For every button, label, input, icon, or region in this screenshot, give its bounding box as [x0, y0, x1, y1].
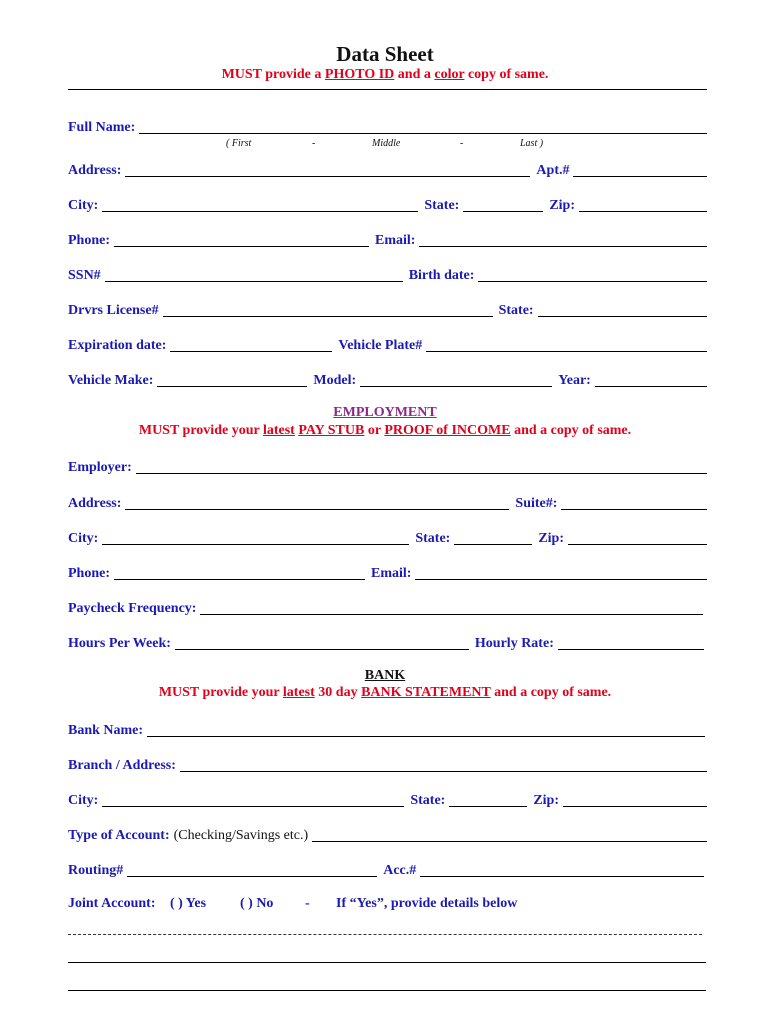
hours-field[interactable]: [175, 635, 469, 650]
notice-text: and a copy of same.: [510, 423, 632, 438]
make-field[interactable]: [157, 372, 307, 387]
notice-emphasis: latest: [282, 685, 315, 700]
expiration-row: [68, 334, 707, 354]
city-field[interactable]: [102, 197, 418, 212]
employer-city-row: [68, 527, 707, 547]
year-label: Year:: [558, 373, 591, 388]
name-sub-dash: -: [460, 138, 464, 149]
bank-name-field[interactable]: [147, 722, 705, 737]
notice-text: copy of same.: [464, 67, 549, 82]
bank-state-field[interactable]: [449, 792, 527, 807]
details-line-3[interactable]: [68, 990, 706, 991]
apt-label: Apt.#: [536, 163, 570, 178]
hourly-rate-field[interactable]: [558, 635, 704, 650]
license-label: Drvrs License#: [68, 303, 159, 318]
photo-id-notice: [0, 67, 770, 83]
details-line-1[interactable]: [68, 934, 702, 935]
employer-field[interactable]: [136, 459, 707, 474]
name-sub-last: Last ): [520, 138, 544, 149]
license-row: [68, 299, 707, 319]
notice-emphasis: PHOTO ID: [324, 67, 395, 82]
apt-field[interactable]: [573, 162, 707, 177]
employment-notice: [0, 423, 770, 439]
address-row: [68, 159, 707, 179]
bank-zip-field[interactable]: [563, 792, 707, 807]
model-label: Model:: [313, 373, 357, 388]
birth-date-label: Birth date:: [408, 268, 475, 283]
state-field[interactable]: [463, 197, 543, 212]
zip-field[interactable]: [579, 197, 707, 212]
bank-name-row: [68, 719, 705, 739]
employer-address-row: [68, 492, 707, 512]
paycheck-frequency-row: [68, 597, 703, 617]
account-type-label: Type of Account:: [68, 828, 170, 843]
joint-if-yes-text: If “Yes”, provide details below: [336, 896, 518, 911]
full-name-row: [68, 116, 707, 136]
expiration-label: Expiration date:: [68, 338, 167, 353]
name-sub-first: ( First: [226, 138, 252, 149]
bank-name-label: Bank Name:: [68, 723, 144, 738]
model-field[interactable]: [360, 372, 552, 387]
email-label: Email:: [375, 233, 416, 248]
bank-notice: [0, 685, 770, 701]
account-type-hint: (Checking/Savings etc.): [173, 828, 309, 843]
employer-state-field[interactable]: [454, 530, 532, 545]
employer-email-label: Email:: [371, 566, 412, 581]
acc-field[interactable]: [420, 862, 704, 877]
employer-address-field[interactable]: [125, 495, 509, 510]
city-row: [68, 194, 707, 214]
notice-text: MUST provide your: [138, 423, 263, 438]
paycheck-frequency-field[interactable]: [200, 600, 703, 615]
notice-emphasis: BANK STATEMENT: [361, 685, 491, 700]
birth-date-field[interactable]: [478, 267, 707, 282]
name-sub-dash: -: [312, 138, 316, 149]
routing-field[interactable]: [127, 862, 377, 877]
plate-label: Vehicle Plate#: [338, 338, 423, 353]
ssn-row: [68, 264, 707, 284]
bank-city-label: City:: [68, 793, 99, 808]
details-line-2[interactable]: [68, 962, 706, 963]
routing-row: [68, 859, 704, 879]
notice-text: and a: [394, 67, 435, 82]
plate-field[interactable]: [426, 337, 707, 352]
license-field[interactable]: [163, 302, 493, 317]
bank-heading: BANK: [364, 668, 406, 683]
bank-state-label: State:: [410, 793, 446, 808]
phone-field[interactable]: [114, 232, 369, 247]
employer-zip-label: Zip:: [538, 531, 565, 546]
employer-zip-field[interactable]: [568, 530, 707, 545]
full-name-label: Full Name:: [68, 120, 136, 135]
employer-email-field[interactable]: [415, 565, 707, 580]
license-state-label: State:: [498, 303, 534, 318]
account-type-row: [68, 824, 707, 844]
routing-label: Routing#: [68, 863, 124, 878]
zip-label: Zip:: [549, 198, 576, 213]
notice-text: 30 day: [314, 685, 362, 700]
year-field[interactable]: [595, 372, 707, 387]
expiration-field[interactable]: [170, 337, 332, 352]
employer-phone-field[interactable]: [114, 565, 365, 580]
bank-city-field[interactable]: [102, 792, 404, 807]
employer-phone-row: [68, 562, 707, 582]
joint-no-option[interactable]: ( ) No: [240, 896, 274, 911]
account-type-field[interactable]: [312, 827, 707, 842]
name-sub-middle: Middle: [372, 138, 401, 149]
state-label: State:: [424, 198, 460, 213]
notice-emphasis: color: [434, 67, 465, 82]
address-field[interactable]: [125, 162, 530, 177]
employer-phone-label: Phone:: [68, 566, 110, 581]
employer-label: Employer:: [68, 460, 132, 475]
ssn-label: SSN#: [68, 268, 101, 283]
ssn-field[interactable]: [105, 267, 403, 282]
phone-row: [68, 229, 707, 249]
notice-text: MUST provide a: [221, 67, 325, 82]
notice-text: MUST provide your: [158, 685, 283, 700]
license-state-field[interactable]: [538, 302, 707, 317]
suite-field[interactable]: [561, 495, 707, 510]
employer-city-field[interactable]: [102, 530, 409, 545]
bank-city-row: [68, 789, 707, 809]
page-title: Data Sheet: [336, 42, 434, 66]
header-divider: [68, 89, 707, 90]
branch-field[interactable]: [180, 757, 707, 772]
employer-state-label: State:: [415, 531, 451, 546]
joint-dash: -: [305, 896, 310, 911]
hours-row: [68, 632, 704, 652]
notice-emphasis: latest: [262, 423, 295, 438]
bank-zip-label: Zip:: [533, 793, 560, 808]
branch-label: Branch / Address:: [68, 758, 176, 773]
employer-city-label: City:: [68, 531, 99, 546]
phone-label: Phone:: [68, 233, 110, 248]
address-label: Address:: [68, 163, 122, 178]
hourly-rate-label: Hourly Rate:: [474, 636, 554, 651]
email-field[interactable]: [419, 232, 707, 247]
vehicle-row: [68, 369, 707, 389]
joint-account-label: Joint Account:: [68, 896, 156, 911]
suite-label: Suite#:: [515, 496, 558, 511]
notice-text: or: [364, 423, 385, 438]
notice-text: and a copy of same.: [490, 685, 612, 700]
joint-yes-option[interactable]: ( ) Yes: [170, 896, 207, 911]
employer-address-label: Address:: [68, 496, 122, 511]
acc-label: Acc.#: [383, 863, 417, 878]
branch-row: [68, 754, 707, 774]
city-label: City:: [68, 198, 99, 213]
employment-heading: EMPLOYMENT: [333, 405, 437, 420]
notice-emphasis: PAY STUB: [298, 423, 365, 438]
employer-row: [68, 456, 707, 476]
notice-emphasis: PROOF of INCOME: [384, 423, 511, 438]
hours-label: Hours Per Week:: [68, 636, 171, 651]
full-name-field[interactable]: [139, 119, 707, 134]
make-label: Vehicle Make:: [68, 373, 154, 388]
paycheck-frequency-label: Paycheck Frequency:: [68, 601, 197, 616]
